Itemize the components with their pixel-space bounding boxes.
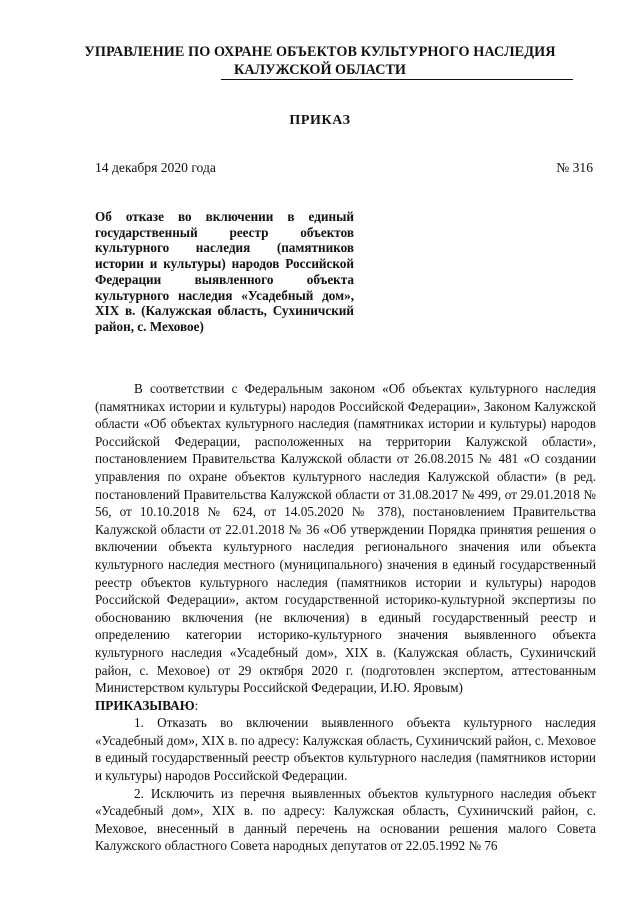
order-title: ПРИКАЗ [289,113,351,128]
order-item-2: 2. Исключить из перечня выявленных объектов культурного наследия объект «Усадебный дом», XIX в. по адресу: Калужская область, Сухиничский район, с. Меховое, внесенный в данный перечень на основании решения малого Совета Калужского областного Совета народных депутатов от 22.05.1992 № 76 [95,785,596,854]
header-underline [221,79,573,80]
order-keyword: ПРИКАЗЫВАЮ [95,697,195,713]
order-keyword-line [95,697,596,715]
order-date: 14 декабря 2020 года [95,160,216,175]
order-item-1: 1. Отказать во включении выявленного объекта культурного наследия «Усадебный дом», XIX в. по адресу: Калужская область, Сухиничский район, с. Меховое в единый государственный реестр объектов культурного наследия (памятников истории и культуры) народов Российской Федерации. [95,715,596,784]
preamble-paragraph [95,380,596,697]
order-number: № 316 [556,160,593,175]
order-subject: Об отказе во включении в единый государственный реестр объектов культурного наследия (памятников истории и культуры) народов Российской Федерации выявленного объекта культурного наследия «Усадебный дом», XIX в. (Калужская область, Сухиничский район, с. Меховое) [95,209,354,334]
order-keyword-colon: : [194,697,199,713]
agency-name-line1: УПРАВЛЕНИЕ ПО ОХРАНЕ ОБЪЕКТОВ КУЛЬТУРНОГО НАСЛЕДИЯ [84,44,556,60]
preamble-text: В соответствии с Федеральным законом «Об объектах культурного наследия (памятниках истории и культуры) народов Российской Федерации», Законом Калужской области «Об объектах культурного наследия (памятниках истории и культуры) народов Российской Федерации, расположенных на территории Калужской области», постановлением Правительства Калужской области от 26.08.2015 № 481 «О создании управления по охране объектов культурного наследия Калужской области» (в ред. постановлений Правительства Калужской области от 31.08.2017 № 499, от 29.01.2018 № 56, от 10.10.2018 № 624, от 14.05.2020 № 378), постановлением Правительства Калужской области от 22.01.2018 № 36 «Об утверждении Порядка принятия решения о включении объекта культурного наследия регионального значения или объекта культурного наследия местного (муниципального) значения в единый государственный реестр объектов культурного наследия (памятников истории и культуры) народов Российской Федерации», актом государственной историко-культурной экспертизы по обоснованию включения (не включения) в единый государственный реестр и определению категории историко-культурного значения выявленного объекта культурного наследия «Усадебный дом», XIX в. (Калужская область, Сухиничский район, с. Меховое) от 29 октября 2020 г. (подготовлен экспертом, аттестованным Министерством культуры Российской Федерации, И.Ю. Яровым) [95,381,596,696]
order-body [95,380,596,855]
agency-name-line2: КАЛУЖСКОЙ ОБЛАСТИ [234,62,406,78]
